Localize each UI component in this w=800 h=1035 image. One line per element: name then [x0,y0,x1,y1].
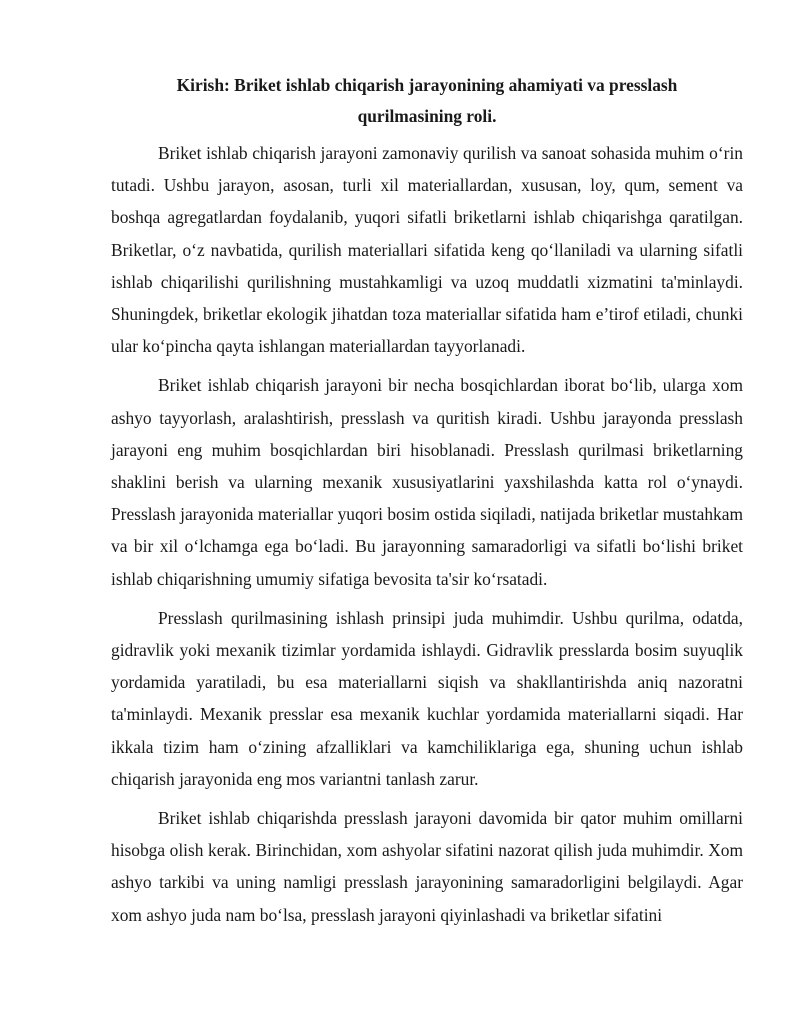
paragraph: Briket ishlab chiqarish jarayoni zamonaviy qurilish va sanoat sohasida muhim o‘rin tutadi. Ushbu jarayon, asosan, turli xil materiallardan, xususan, loy, qum, sement va boshqa agregatlardan foydalanib, yuqori sifatli briketlarni ishlab chiqarishga qaratilgan. Briketlar, o‘z navbatida, qurilish materiallari sifatida keng qo‘llaniladi va ularning sifatli ishlab chiqarilishi qurilishning mustahkamligi va uzoq muddatli xizmatini ta'minlaydi. Shuningdek, briketlar ekologik jihatdan toza materiallar sifatida ham e’tirof etiladi, chunki ular ko‘pincha qayta ishlangan materiallardan tayyorlanadi. [111,143,743,357]
document-title: Kirish: Briket ishlab chiqarish jarayonining ahamiyati va presslash qurilmasining roli. [176,75,678,126]
paragraph: Presslash qurilmasining ishlash prinsipi juda muhimdir. Ushbu qurilma, odatda, gidravlik yoki mexanik tizimlar yordamida ishlaydi. Gidravlik presslarda bosim suyuqlik yordamida yaratiladi, bu esa materiallarni siqish va shakllantirishda aniq nazoratni ta'minlaydi. Mexanik presslar esa mexanik kuchlar yordamida materiallarni siqadi. Har ikkala tizim ham o‘zining afzalliklari va kamchiliklariga ega, shuning uchun ishlab chiqarish jarayonida eng mos variantni tanlash zarur. [111,607,743,789]
paragraph: Briket ishlab chiqarishda presslash jarayoni davomida bir qator muhim omillarni hisobga olish kerak. Birinchidan, xom ashyolar sifatini nazorat qilish juda muhimdir. Xom ashyo tarkibi va uning namligi presslash jarayonining samaradorligini belgilaydi. Agar xom ashyo juda nam bo‘lsa, presslash jarayoni qiyinlashadi va briketlar sifatini [111,808,743,925]
paragraph: Briket ishlab chiqarish jarayoni bir necha bosqichlardan iborat bo‘lib, ularga xom ashyo tayyorlash, aralashtirish, presslash va quritish kiradi. Ushbu jarayonda presslash jarayoni eng muhim bosqichlardan biri hisoblanadi. Presslash qurilmasi briketlarning shaklini berish va ularning mexanik xususiyatlarini yaxshilashda katta rol o‘ynaydi. Presslash jarayonida materiallar yuqori bosim ostida siqiladi, natijada briketlar mustahkam va bir xil o‘lchamga ega bo‘ladi. Bu jarayonning samaradorligi va sifatli bo‘lishi briket ishlab chiqarishning umumiy sifatiga bevosita ta'sir ko‘rsatadi. [111,375,743,589]
document-body [111,70,743,938]
